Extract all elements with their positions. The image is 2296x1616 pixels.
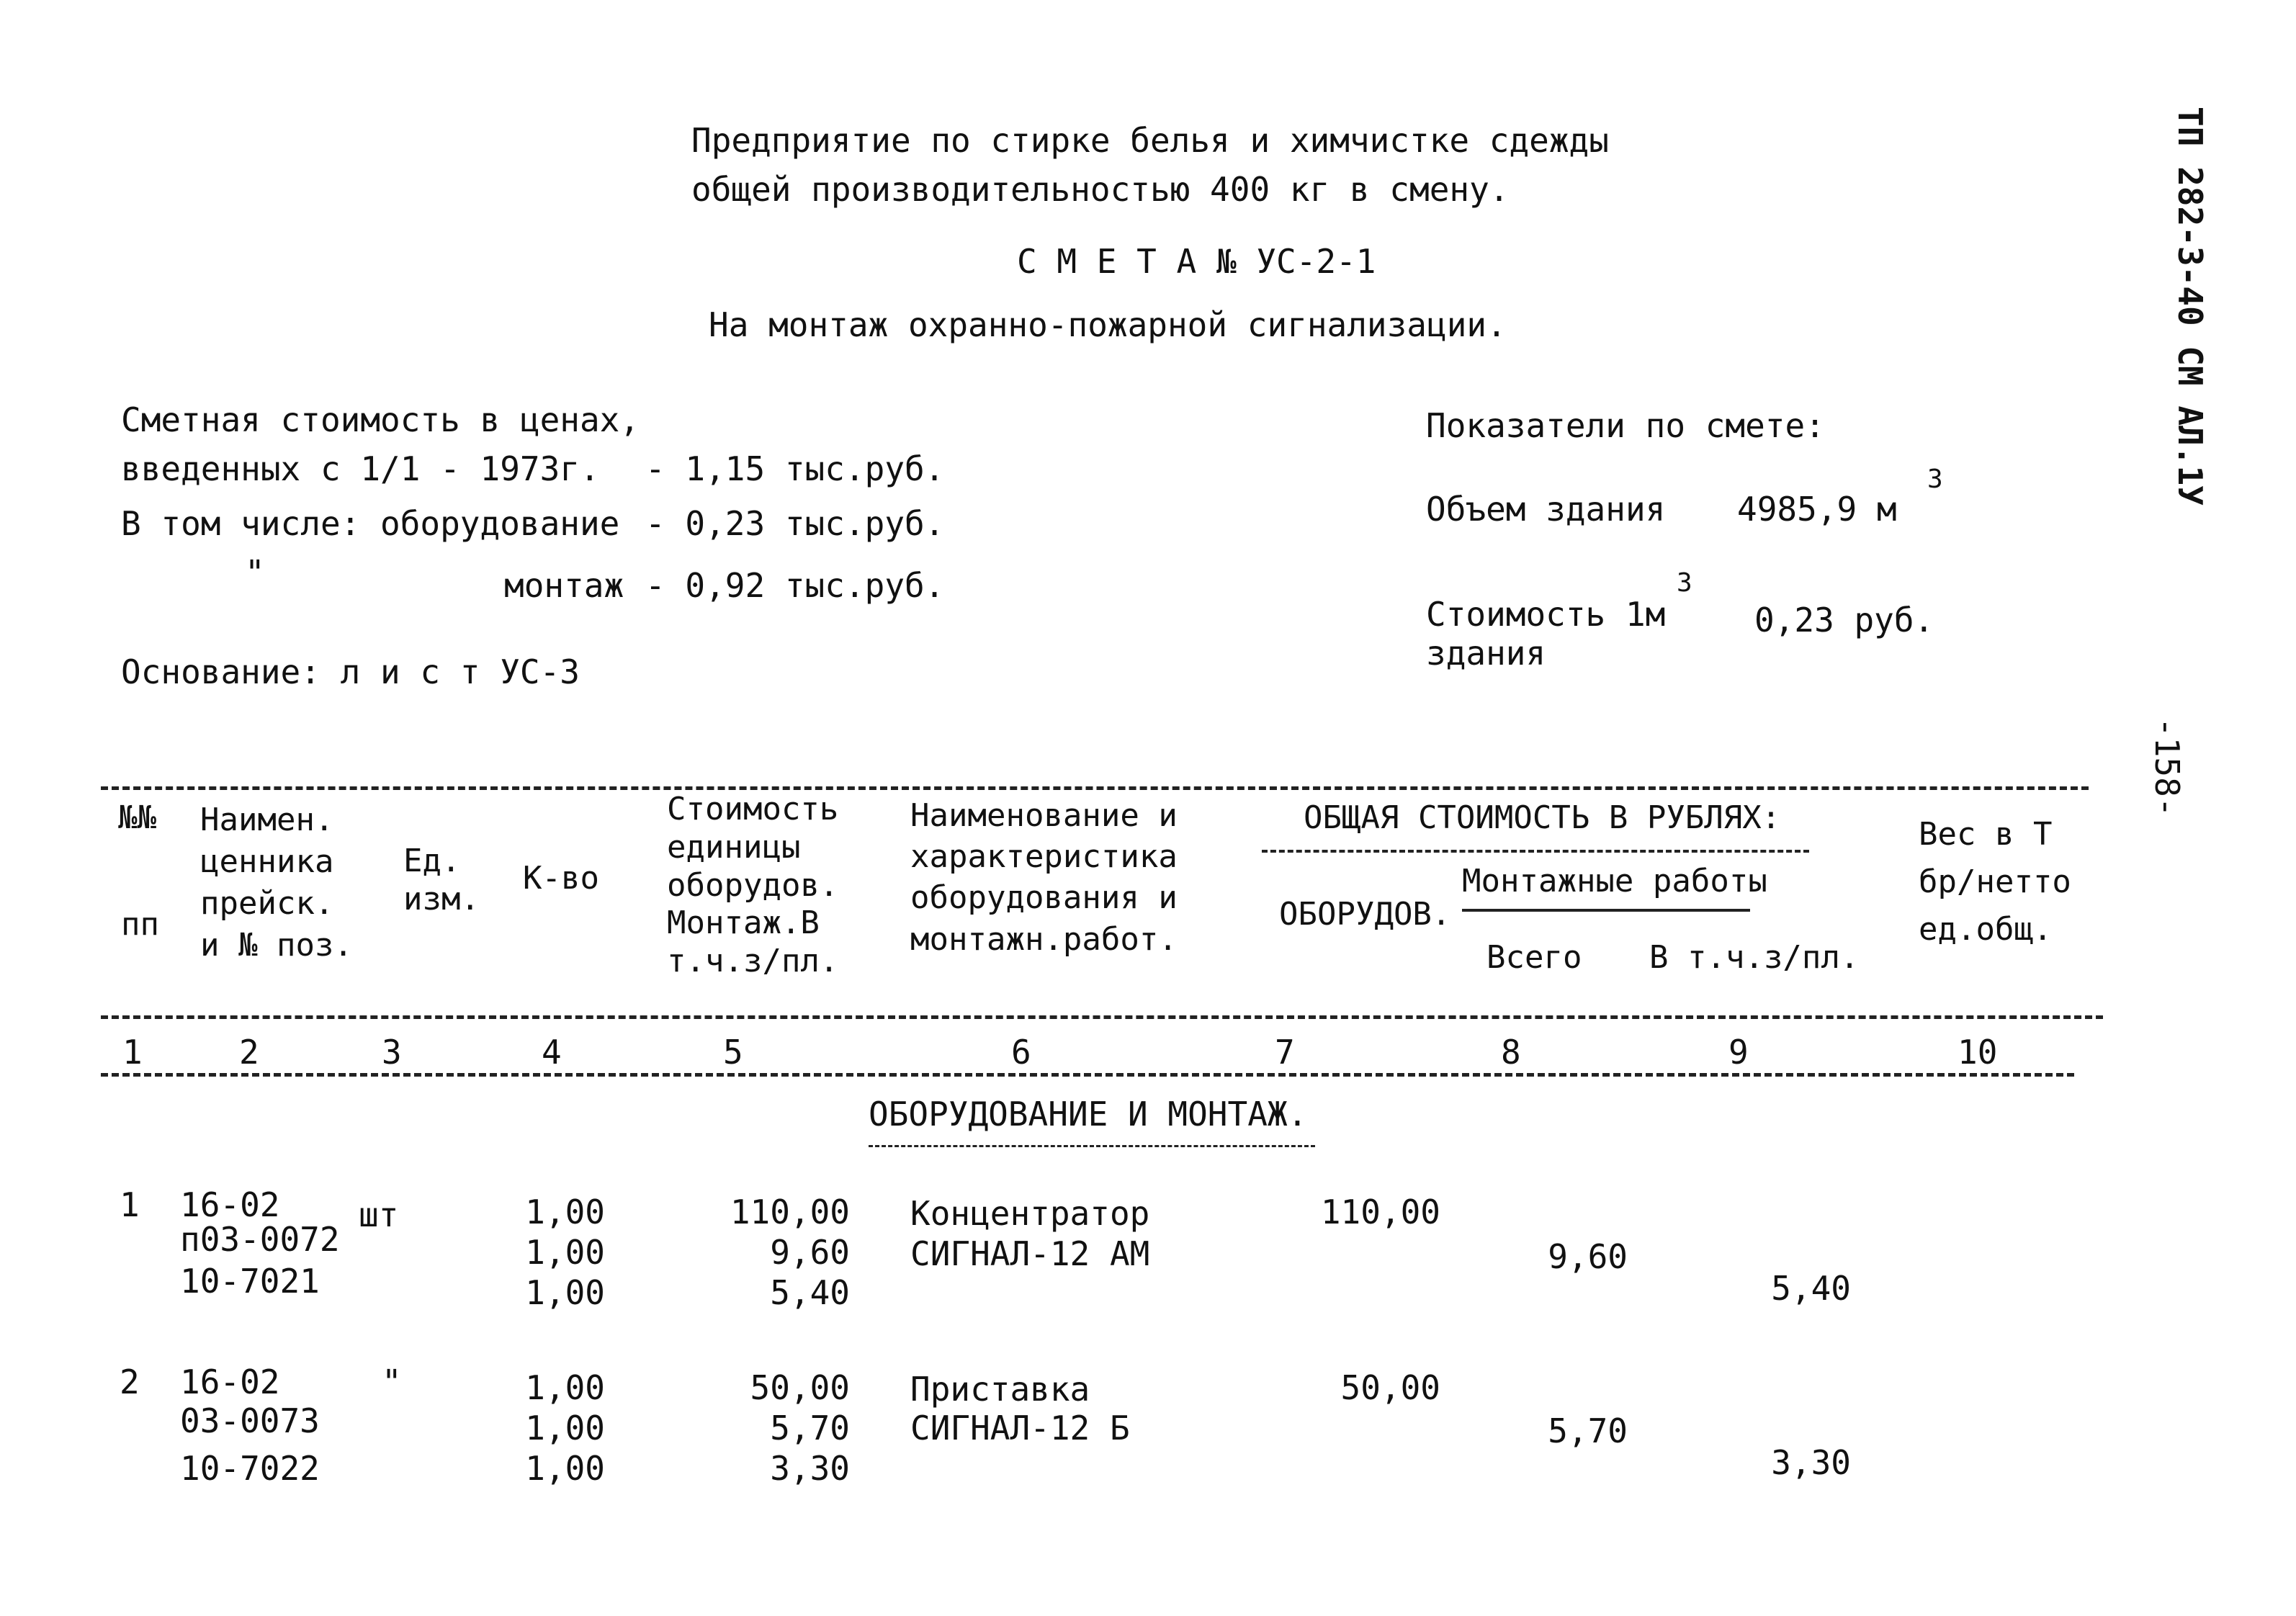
header-unit: Ед. изм. bbox=[403, 843, 480, 917]
header-bottom-rule bbox=[101, 1015, 2103, 1019]
row-qty: 1,00 bbox=[525, 1233, 605, 1272]
cost-per-m3-label: Стоимость 1м bbox=[1426, 595, 1666, 634]
cost-per-m3-label2: здания bbox=[1426, 634, 1546, 673]
row-number: 1 bbox=[120, 1185, 140, 1224]
cost-per-m3-exponent: 3 bbox=[1677, 568, 1692, 598]
volume-value: 4985,9 м bbox=[1737, 490, 1897, 529]
ditto-mark: " bbox=[245, 553, 265, 592]
row-price: 110,00 bbox=[730, 1193, 850, 1231]
col-number: 2 bbox=[239, 1033, 259, 1072]
section-title: ОБОРУДОВАНИЕ И МОНТАЖ. bbox=[869, 1095, 1308, 1134]
row-name: Концентратор bbox=[910, 1194, 1150, 1233]
col-number: 1 bbox=[122, 1033, 143, 1072]
header-weight: Вес в Т бр/нетто ед.общ. bbox=[1919, 816, 2071, 948]
table-top-rule bbox=[101, 786, 2089, 790]
smeta-number: С М Е Т А № УС-2-1 bbox=[1017, 242, 1376, 281]
row-name: СИГНАЛ-12 АМ bbox=[910, 1234, 1150, 1273]
basis: Основание: л и с т УС-3 bbox=[121, 652, 580, 691]
col-number: 7 bbox=[1275, 1033, 1295, 1072]
col-number: 9 bbox=[1728, 1033, 1749, 1072]
row-code: 10-7021 bbox=[180, 1262, 320, 1301]
header-total-underline bbox=[1262, 850, 1809, 853]
row-code: 16-02 bbox=[180, 1185, 280, 1224]
cost-line4-value: - 0,92 тыс.руб. bbox=[645, 566, 945, 605]
row-number: 2 bbox=[120, 1363, 140, 1401]
col-number: 4 bbox=[542, 1033, 562, 1072]
cost-line3-value: - 0,23 тыс.руб. bbox=[645, 504, 945, 543]
header-description: Наименование и характеристика оборудования и монтажн.работ. bbox=[910, 797, 1178, 958]
row-price: 9,60 bbox=[770, 1233, 850, 1272]
header-num-b: пп bbox=[121, 906, 159, 943]
row-price: 5,70 bbox=[770, 1409, 850, 1447]
row-qty: 1,00 bbox=[525, 1193, 605, 1231]
volume-label: Объем здания bbox=[1426, 490, 1666, 529]
row-qty: 1,00 bbox=[525, 1449, 605, 1488]
cost-line2-value: - 1,15 тыс.руб. bbox=[645, 449, 945, 488]
cost-line2-label: введенных с 1/1 - 1973г. bbox=[121, 449, 600, 488]
row-price: 5,40 bbox=[770, 1273, 850, 1312]
header-mont-total: Всего bbox=[1486, 939, 1582, 976]
col-number: 5 bbox=[723, 1033, 743, 1072]
row-qty: 1,00 bbox=[525, 1368, 605, 1407]
row-mont-wage: 3,30 bbox=[1771, 1443, 1851, 1482]
volume-exponent: 3 bbox=[1927, 464, 1943, 494]
header-mont-underline bbox=[1462, 909, 1750, 912]
indicators-title: Показатели по смете: bbox=[1426, 406, 1825, 445]
cost-line3-label: В том числе: оборудование bbox=[121, 504, 620, 543]
header-equipment: ОБОРУДОВ. bbox=[1279, 896, 1451, 933]
col-number: 8 bbox=[1501, 1033, 1521, 1072]
side-document-code: ТП 282-3-40 СМ АЛ.1У bbox=[2171, 107, 2210, 506]
cost-line4-label: монтаж bbox=[504, 566, 624, 605]
row-code: 03-0073 bbox=[180, 1401, 320, 1440]
col-number: 3 bbox=[382, 1033, 402, 1072]
header-price-code: Наимен. ценника прейск. и № поз. bbox=[200, 802, 353, 964]
row-code: 10-7022 bbox=[180, 1449, 320, 1488]
row-name: Приставка bbox=[910, 1370, 1090, 1409]
header-unit-cost: Стоимость единицы оборудов. Монтаж.В т.ч.з/пл. bbox=[667, 791, 839, 980]
cost-line1: Сметная стоимость в ценах, bbox=[121, 400, 640, 439]
row-qty: 1,00 bbox=[525, 1409, 605, 1447]
row-mont-wage: 5,40 bbox=[1771, 1269, 1851, 1308]
row-unit: " bbox=[382, 1363, 402, 1401]
header-num-a: №№ bbox=[118, 799, 156, 836]
page-number: -158- bbox=[2148, 717, 2187, 817]
smeta-subject: На монтаж охранно-пожарной сигнализации. bbox=[709, 305, 1507, 344]
col-number: 6 bbox=[1011, 1033, 1031, 1072]
row-equipment-cost: 50,00 bbox=[1340, 1368, 1440, 1407]
doc-title-line2: общей производительностью 400 кг в смену. bbox=[691, 170, 1510, 209]
header-mont-wage: В т.ч.з/пл. bbox=[1649, 939, 1860, 976]
row-price: 50,00 bbox=[750, 1368, 850, 1407]
col-number: 10 bbox=[1958, 1033, 1998, 1072]
row-qty: 1,00 bbox=[525, 1273, 605, 1312]
header-mont-works: Монтажные работы bbox=[1462, 863, 1767, 899]
row-mont-total: 5,70 bbox=[1548, 1411, 1628, 1450]
row-mont-total: 9,60 bbox=[1548, 1237, 1628, 1276]
row-code: п03-0072 bbox=[180, 1220, 340, 1259]
row-code: 16-02 bbox=[180, 1363, 280, 1401]
row-price: 3,30 bbox=[770, 1449, 850, 1488]
col-numbers-bottom-rule bbox=[101, 1073, 2074, 1077]
cost-per-m3-value: 0,23 руб. bbox=[1754, 601, 1934, 639]
doc-title-line1: Предприятие по стирке белья и химчистке сдежды bbox=[691, 121, 1609, 160]
row-name: СИГНАЛ-12 Б bbox=[910, 1409, 1130, 1447]
header-qty: К-во bbox=[523, 860, 599, 897]
header-total-cost: ОБЩАЯ СТОИМОСТЬ В РУБЛЯХ: bbox=[1304, 799, 1781, 836]
row-equipment-cost: 110,00 bbox=[1320, 1193, 1440, 1231]
row-unit: шт bbox=[359, 1195, 399, 1234]
section-underline bbox=[869, 1145, 1315, 1147]
